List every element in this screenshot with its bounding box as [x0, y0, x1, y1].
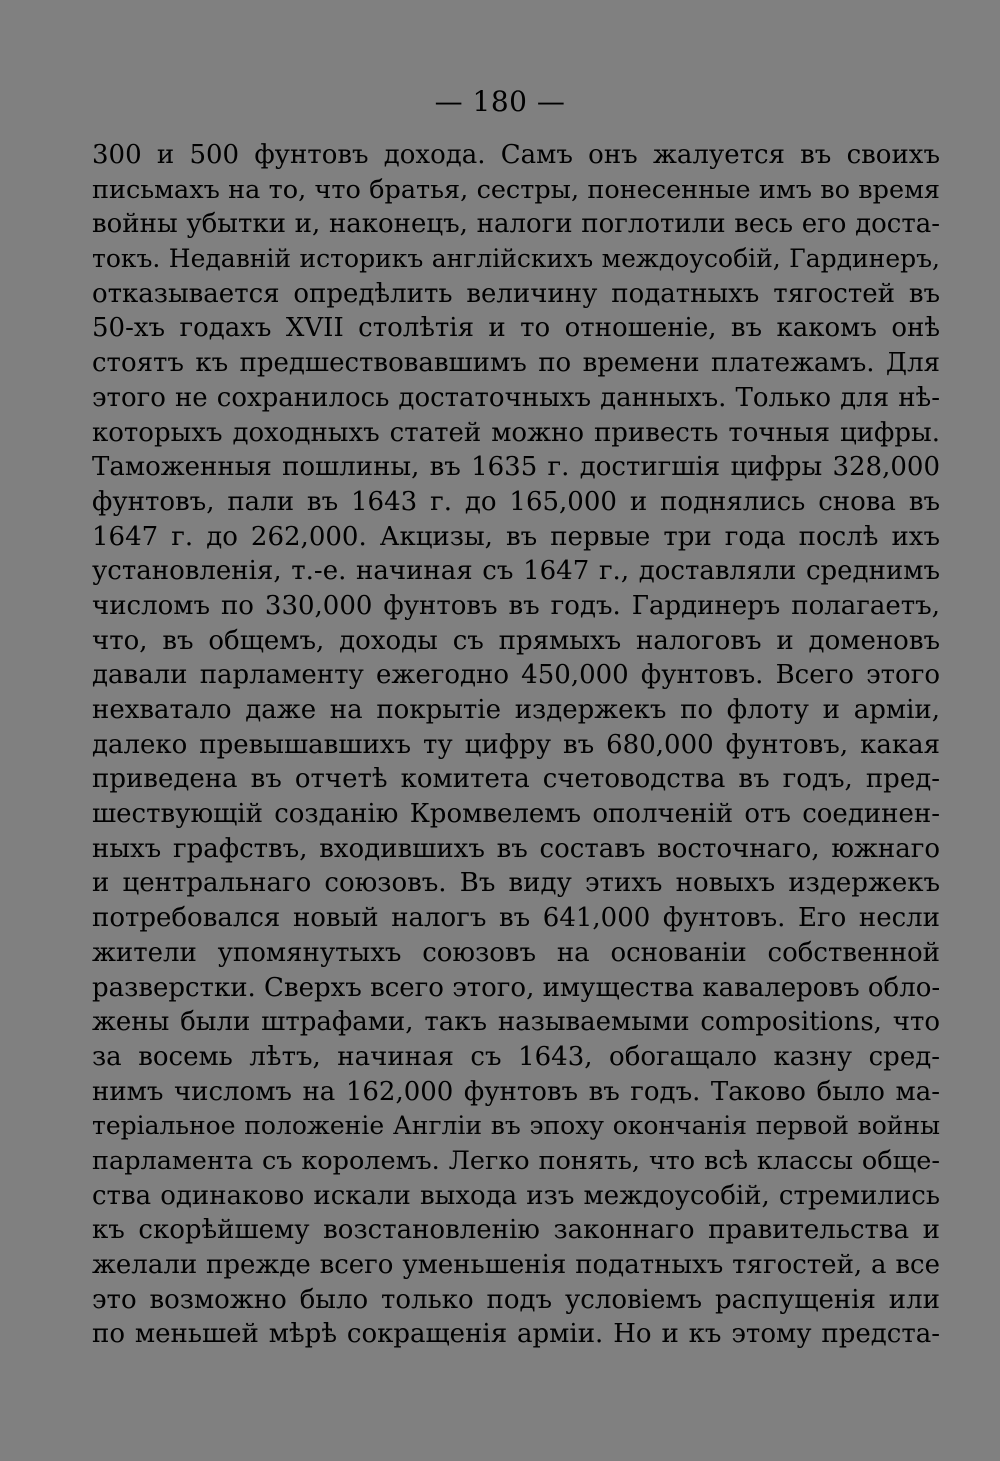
- text-line: нехватало даже на покрытіе издержекъ по флоту и арміи,: [92, 695, 940, 725]
- text-line: далеко превышавшихъ ту цифру въ 680,000 фунтовъ, какая: [92, 729, 940, 760]
- text-line: этого не сохранилось достаточныхъ данныхъ. Только для нѣ-: [92, 382, 940, 413]
- text-line: разверстки. Сверхъ всего этого, имущества кавалеровъ обло-: [92, 972, 940, 1003]
- text-line: за восемь лѣтъ, начиная съ 1643, обогащало казну сред-: [92, 1041, 940, 1072]
- text-line: по меньшей мѣрѣ сокращенія арміи. Но и къ этому предста-: [92, 1319, 940, 1350]
- page-number: — 180 —: [434, 85, 566, 118]
- text-line: и центральнаго союзовъ. Въ виду этихъ новыхъ издержекъ: [92, 868, 940, 899]
- text-line: шествующій созданію Кромвелемъ ополченій отъ соединен-: [92, 799, 940, 830]
- text-line: жены были штрафами, такъ называемыми compositions, что: [92, 1007, 940, 1038]
- text-line: ныхъ графствъ, входившихъ въ составъ восточнаго, южнаго: [92, 833, 940, 864]
- text-line: потребовался новый налогъ въ 641,000 фунтовъ. Его несли: [92, 903, 940, 934]
- text-line: фунтовъ, пали въ 1643 г. до 165,000 и поднялись снова въ: [92, 486, 940, 517]
- text-line: ства одинаково искали выхода изъ междоусобій, стремились: [92, 1180, 940, 1211]
- text-line: желали прежде всего уменьшенія податныхъ тягостей, а все: [92, 1250, 940, 1280]
- text-line: 50-хъ годахъ XVII столѣтія и то отношеніе, въ какомъ онѣ: [92, 313, 940, 344]
- text-line: числомъ по 330,000 фунтовъ въ годъ. Гардинеръ полагаетъ,: [92, 590, 940, 621]
- text-line: войны убытки и, наконецъ, налоги поглотили весь его доста-: [92, 209, 940, 240]
- text-line: нимъ числомъ на 162,000 фунтовъ въ годъ. Таково было ма-: [92, 1076, 940, 1107]
- text-line: которыхъ доходныхъ статей можно привесть точныя цифры.: [92, 417, 940, 448]
- text-line: что, въ общемъ, доходы съ прямыхъ налоговъ и доменовъ: [92, 625, 940, 656]
- text-line: 300 и 500 фунтовъ дохода. Самъ онъ жалуется въ своихъ: [92, 140, 940, 170]
- text-line: теріальное положеніе Англіи въ эпоху окончанія первой войны: [92, 1111, 940, 1141]
- text-line: къ скорѣйшему возстановленію законнаго правительства и: [92, 1215, 940, 1246]
- text-line: токъ. Недавній историкъ англійскихъ междоусобій, Гардинеръ,: [92, 244, 940, 274]
- body-text: [92, 138, 940, 1352]
- text-line: Таможенныя пошлины, въ 1635 г. достигшія цифры 328,000: [92, 452, 940, 483]
- text-line: жители упомянутыхъ союзовъ на основаніи собственной: [92, 937, 940, 968]
- text-line: 1647 г. до 262,000. Акцизы, въ первые три года послѣ ихъ: [92, 521, 940, 552]
- text-line: письмахъ на то, что братья, сестры, понесенные имъ во время: [92, 174, 940, 205]
- text-line: установленія, т.-е. начиная съ 1647 г., доставляли среднимъ: [92, 556, 940, 587]
- text-line: давали парламенту ежегодно 450,000 фунтовъ. Всего этого: [92, 660, 940, 691]
- text-line: отказывается опредѣлить величину податныхъ тягостей въ: [92, 278, 940, 309]
- text-line: парламента съ королемъ. Легко понять, что всѣ классы обще-: [92, 1145, 940, 1176]
- text-line: приведена въ отчетѣ комитета счетоводства въ годъ, пред-: [92, 764, 940, 795]
- text-line: стоятъ къ предшествовавшимъ по времени платежамъ. Для: [92, 348, 940, 379]
- text-line: это возможно было только подъ условіемъ распущенія или: [92, 1284, 940, 1315]
